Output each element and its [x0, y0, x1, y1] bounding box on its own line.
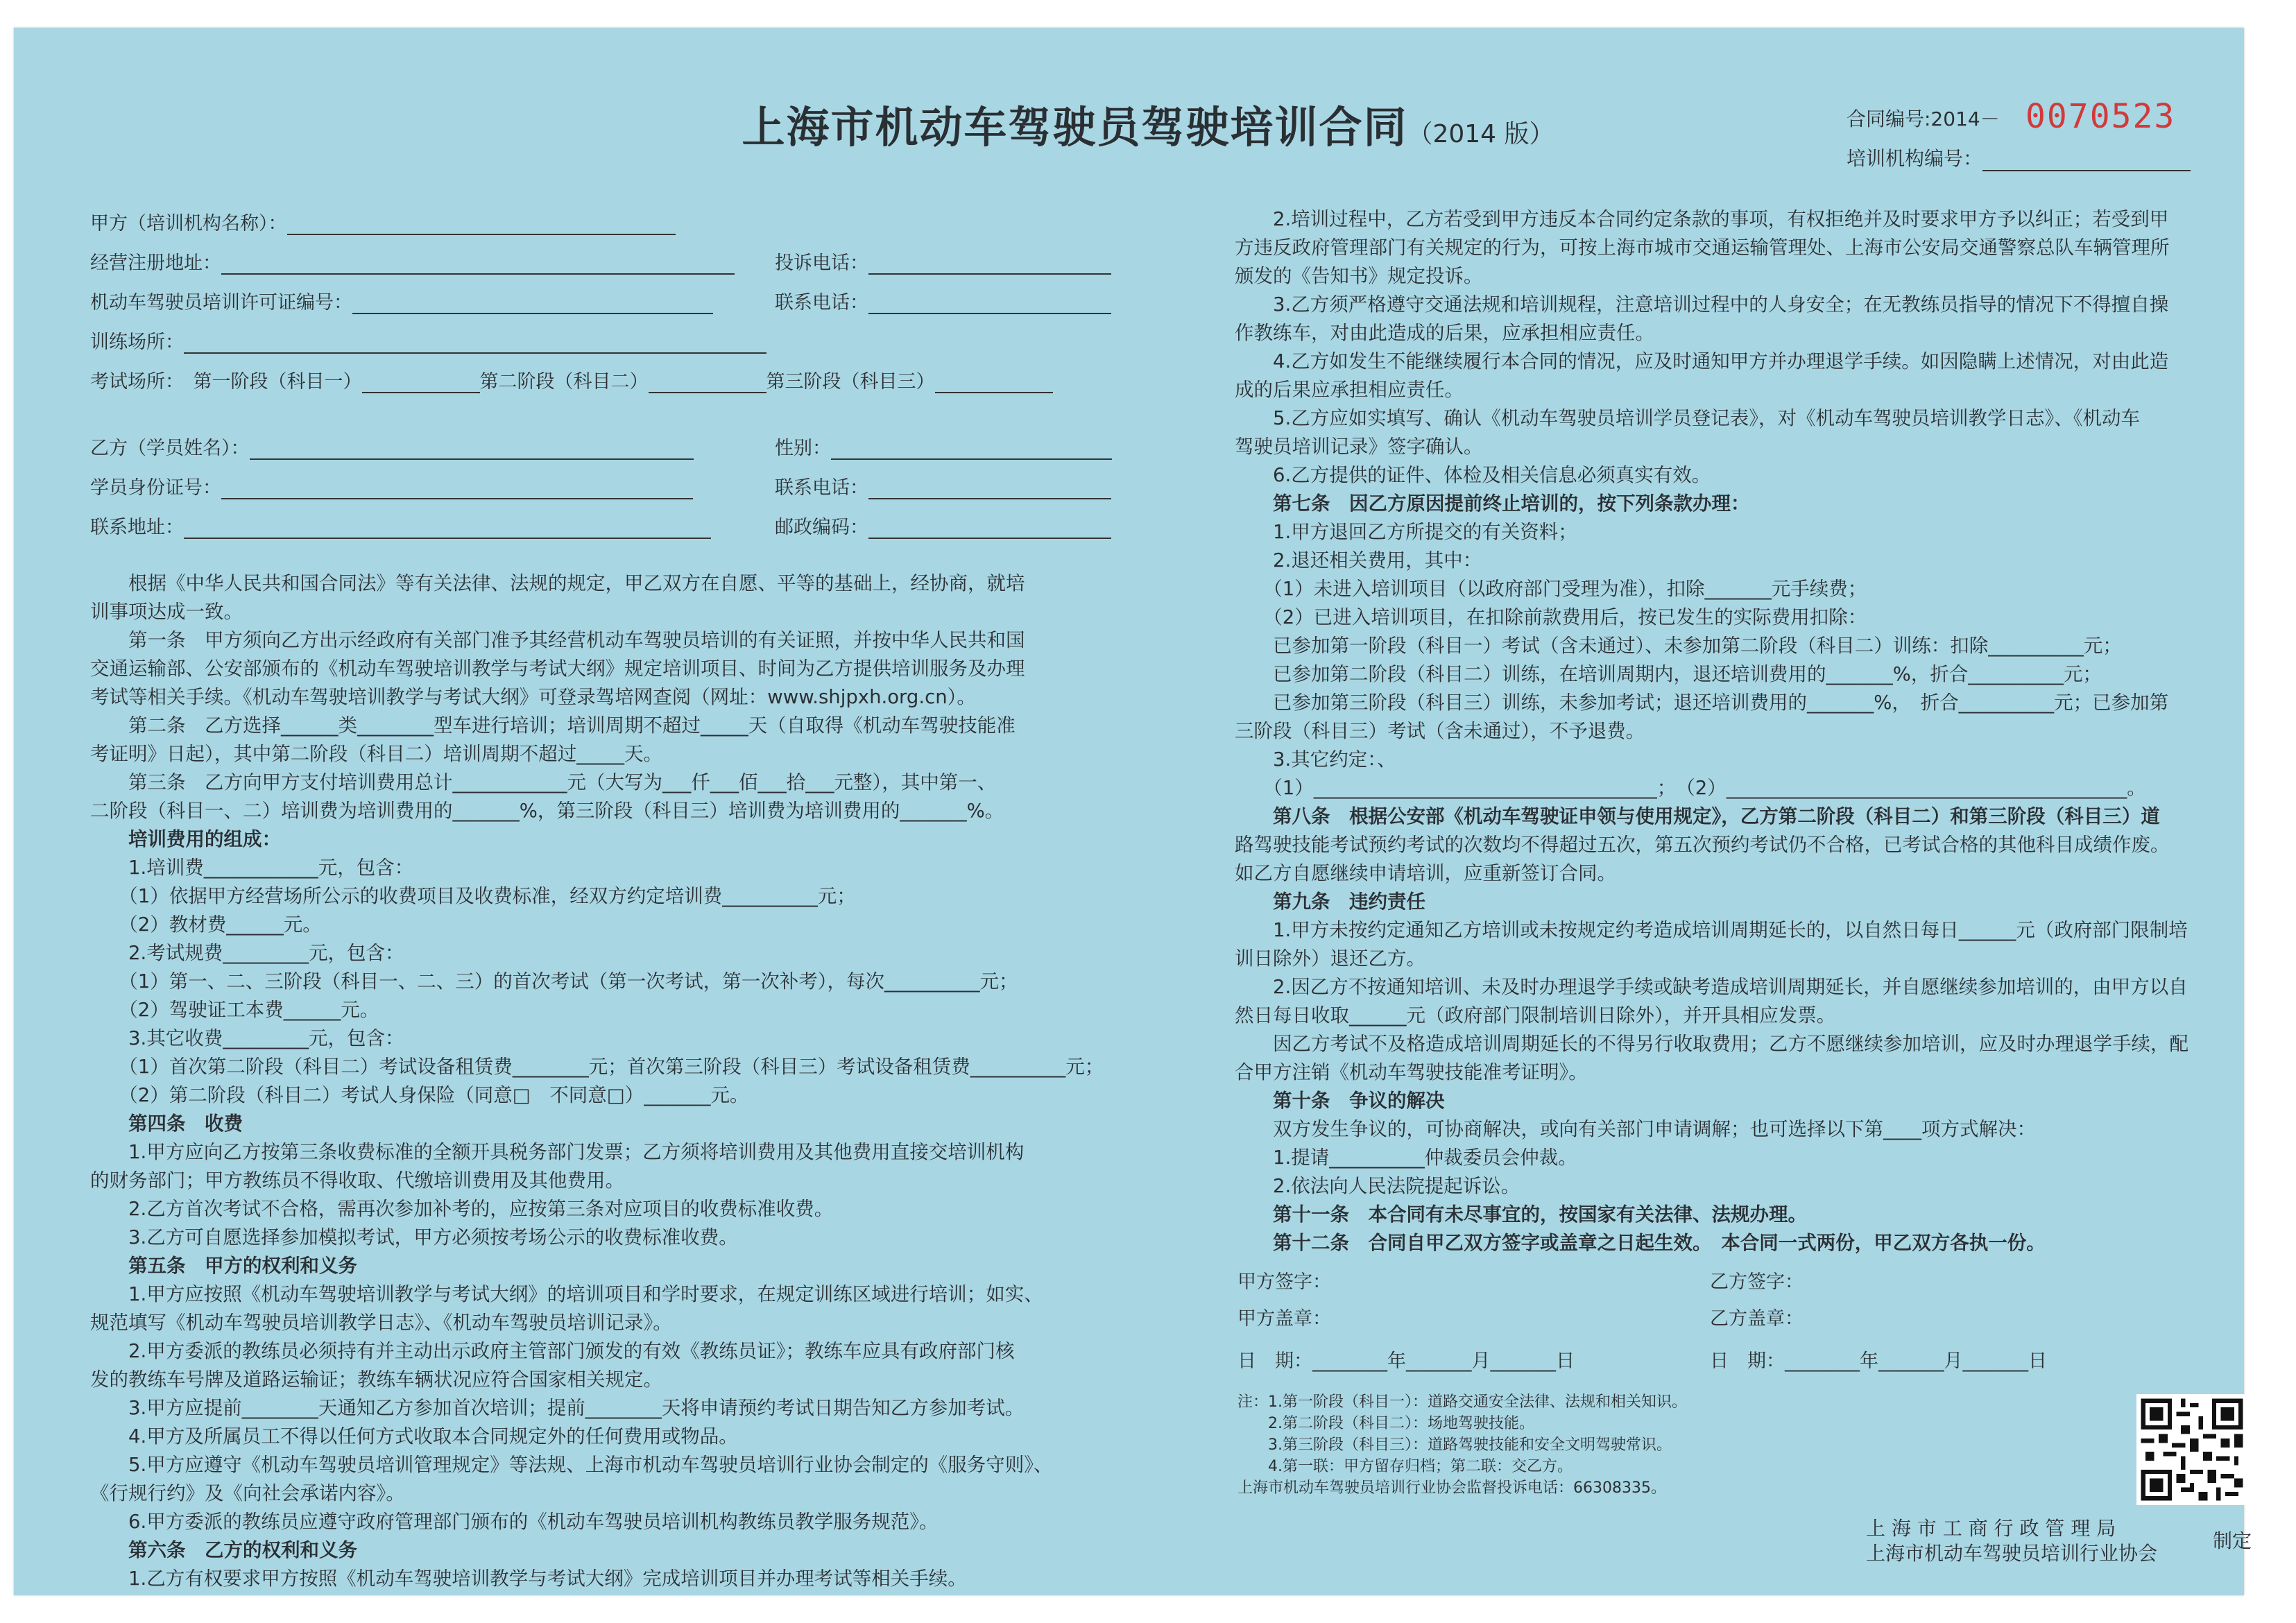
- clause-line: 2.培训过程中，乙方若受到甲方违反本合同约定条款的事项，有权拒绝并及时要求甲方予以纠正；若受到甲: [1235, 208, 2169, 230]
- publisher-suffix: 制定: [2213, 1529, 2252, 1552]
- clause-line: 作教练车，对由此造成的后果，应承担相应责任。: [1235, 322, 1654, 344]
- clause-line: 第三条 乙方向甲方支付培训费用总计____________元（大写为___仟___佰___拾___元整），其中第一、: [90, 771, 997, 793]
- clause-line: 交通运输部、公安部颁布的《机动车驾驶培训教学与考试大纲》规定培训项目、时间为乙方提供培训服务及办理: [90, 658, 1025, 680]
- party-b-signature[interactable]: 乙方签字：: [1710, 1271, 1804, 1293]
- clause-line: 5.甲方应遵守《机动车驾驶员培训管理规定》等法规、上海市机动车驾驶员培训行业协会制定的《服务守则》、: [90, 1454, 1053, 1476]
- clause-line: 2.乙方首次考试不合格，需再次参加补考的，应按第三条对应项目的收费标准收费。: [90, 1198, 834, 1220]
- clause-line: 1.甲方未按约定通知乙方培训或未按规定约考造成培训周期延长的，以自然日每日______元（政府部门限制培: [1235, 919, 2188, 941]
- clause-line: 3.甲方应提前________天通知乙方参加首次培训；提前________天将申请预约考试日期告知乙方参加考试。: [90, 1397, 1025, 1419]
- clause-line: 驾驶员培训记录》签字确认。: [1235, 436, 1483, 458]
- clause-line: 如乙方自愿继续申请培训，应重新签订合同。: [1235, 862, 1616, 884]
- left-column-clauses: [90, 569, 1151, 1593]
- party-b-phone-field[interactable]: 联系电话：: [775, 472, 1111, 499]
- note-line: 2.第二阶段（科目二）：场地驾驶技能。: [1237, 1415, 1534, 1432]
- org-number-label: 培训机构编号：: [1847, 144, 2191, 171]
- id-number-field[interactable]: 学员身份证号：: [90, 472, 693, 499]
- clause-line: 6.甲方委派的教练员应遵守政府管理部门颁布的《机动车驾驶员培训机构教练员教学服务规范》。: [90, 1511, 939, 1533]
- party-b-address-field[interactable]: 联系地址：: [90, 512, 711, 539]
- clause-line: 1.提请__________仲裁委员会仲裁。: [1235, 1147, 1577, 1169]
- right-column-clauses: [1235, 205, 2247, 1257]
- clause-line: 2.考试规费_________元，包含：: [90, 942, 404, 964]
- clause-heading: 第五条 甲方的权利和义务: [90, 1255, 357, 1277]
- clause-line: 双方发生争议的，可协商解决，或向有关部门申请调解；也可选择以下第____项方式解决：: [1235, 1118, 2036, 1140]
- party-a-address-field[interactable]: 经营注册地址：: [90, 248, 735, 275]
- clause-line: 3.其它约定：、: [1235, 748, 1396, 771]
- postcode-field[interactable]: 邮政编码：: [775, 512, 1111, 539]
- permit-number-field[interactable]: 机动车驾驶员培训许可证编号：: [90, 287, 713, 314]
- clause-line: （1）依据甲方经营场所公示的收费项目及收费标准，经双方约定培训费__________元；: [90, 885, 856, 907]
- clause-heading: 第六条 乙方的权利和义务: [90, 1539, 357, 1561]
- note-line: 4.第一联：甲方留存归档；第二联：交乙方。: [1237, 1458, 1573, 1475]
- gender-field[interactable]: 性别：: [775, 433, 1112, 460]
- clause-heading: 培训费用的组成：: [90, 828, 281, 850]
- clause-line: 合甲方注销《机动车驾驶技能准考证明》。: [1235, 1061, 1588, 1083]
- party-a-date[interactable]: 日 期：________年_______月_______日: [1237, 1350, 1575, 1372]
- note-line: 上海市机动车驾驶员培训行业协会监督投诉电话：66308335。: [1237, 1479, 1666, 1497]
- exam-venue-field[interactable]: 考试场所： 第一阶段（科目一） 第二阶段（科目二） 第三阶段（科目三）: [90, 366, 1053, 393]
- publisher-line-2: 上海市机动车驾驶员培训行业协会: [1866, 1542, 2158, 1565]
- clause-line: 2.因乙方不按通知培训、未及时办理退学手续或缺考造成培训周期延长，并自愿继续参加培训的，由甲方以自: [1235, 976, 2188, 998]
- clause-line: 因乙方考试不及格造成培训周期延长的不得另行收取费用；乙方不愿继续参加培训，应及时办理退学手续，配: [1235, 1033, 2188, 1055]
- clause-line: 《行规行约》及《向社会承诺内容》。: [90, 1482, 405, 1504]
- contract-version: （2014 版）: [1407, 120, 1554, 148]
- clause-line: （2）第二阶段（科目二）考试人身保险（同意□ 不同意□）_______元。: [90, 1084, 749, 1106]
- clause-line: 2.退还相关费用，其中：: [1235, 549, 1482, 572]
- clause-line: 成的后果应承担相应责任。: [1235, 379, 1464, 401]
- clause-line: 2.甲方委派的教练员必须持有并主动出示政府主管部门颁发的有效《教练员证》；教练车应具有政府部门核: [90, 1340, 1015, 1362]
- clause-line: 第二条 乙方选择______类________型车进行培训；培训周期不超过_____天（自取得《机动车驾驶技能准: [90, 714, 1016, 737]
- party-a-signature[interactable]: 甲方签字：: [1237, 1271, 1331, 1293]
- contract-number-value: 0070523: [2025, 97, 2176, 136]
- note-line: 3.第三阶段（科目三）：道路驾驶技能和安全文明驾驶常识。: [1237, 1436, 1672, 1454]
- clause-line: 训事项达成一致。: [90, 601, 243, 623]
- clause-heading: 第十条 争议的解决: [1235, 1090, 1445, 1112]
- clause-line: 二阶段（科目一、二）培训费为培训费用的_______%，第三阶段（科目三）培训费为培训费用的_______%。: [90, 800, 1004, 822]
- clause-line: 三阶段（科目三）考试（含未通过），不予退费。: [1235, 720, 1645, 742]
- clause-line: 1.甲方应向乙方按第三条收费标准的全额开具税务部门发票；乙方须将培训费用及其他费用直接交培训机构: [90, 1141, 1025, 1163]
- clause-line: 颁发的《告知书》规定投诉。: [1235, 265, 1483, 287]
- contract-number-label: 合同编号:2014－: [1847, 108, 2000, 130]
- clause-line: 1.培训费____________元，包含：: [90, 857, 414, 879]
- clause-heading: 第十二条 合同自甲乙双方签字或盖章之日起生效。 本合同一式两份，甲乙双方各执一份。: [1235, 1232, 2046, 1254]
- clause-line: 3.其它收费_________元，包含：: [90, 1027, 404, 1049]
- clause-line: 路驾驶技能考试预约考试的次数均不得超过五次，第五次预约考试仍不合格，已考试合格的其他科目成绩作废。: [1235, 834, 2170, 856]
- qr-code-icon: [2136, 1394, 2247, 1505]
- clause-line: 规范填写《机动车驾驶员培训教学日志》、《机动车驾驶员培训记录》。: [90, 1312, 672, 1334]
- clause-line: 已参加第一阶段（科目一）考试（含未通过）、未参加第二阶段（科目二）训练：扣除__________元；: [1235, 635, 2122, 657]
- clause-line: 第一条 甲方须向乙方出示经政府有关部门准予其经营机动车驾驶员培训的有关证照，并按中华人民共和国: [90, 629, 1025, 651]
- clause-line: 已参加第三阶段（科目三）训练，未参加考试；退还培训费用的_______%， 折合__________元；已参加第: [1235, 692, 2169, 714]
- clause-line: 6.乙方提供的证件、体检及相关信息必须真实有效。: [1235, 464, 1711, 486]
- contract-title: 上海市机动车驾驶员驾驶培训合同（2014 版）: [742, 102, 1554, 153]
- training-venue-field[interactable]: 训练场所：: [90, 327, 766, 354]
- clause-line: （1）未进入培训项目（以政府部门受理为准），扣除_______元手续费；: [1235, 578, 1867, 600]
- party-a-name-field[interactable]: 甲方（培训机构名称）：: [90, 208, 676, 235]
- note-line: 注：1.第一阶段（科目一）：道路交通安全法律、法规和相关知识。: [1237, 1393, 1687, 1411]
- clause-line: 1.乙方有权要求甲方按照《机动车驾驶培训教学与考试大纲》完成培训项目并办理考试等相关手续。: [90, 1568, 967, 1590]
- clause-line: 训日除外）退还乙方。: [1235, 947, 1425, 970]
- clause-line: （1）____________________________________； （2）__________________________________________。: [1235, 777, 2146, 799]
- publisher-line-1: 上 海 市 工 商 行 政 管 理 局: [1866, 1517, 2116, 1540]
- clause-line: 发的教练车号牌及道路运输证；教练车辆状况应符合国家相关规定。: [90, 1368, 662, 1391]
- clause-line: 然日每日收取______元（政府部门限制培训日除外），并开具相应发票。: [1235, 1004, 1836, 1027]
- clause-line: （2）已进入培训项目，在扣除前款费用后，按已发生的实际费用扣除：: [1235, 606, 1867, 628]
- clause-heading: 第八条 根据公安部《机动车驾驶证申领与使用规定》，乙方第二阶段（科目二）和第三阶段（科目三）道: [1235, 805, 2160, 827]
- clause-line: （1）首次第二阶段（科目二）考试设备租赁费________元；首次第三阶段（科目三）考试设备租赁费__________元；: [90, 1056, 1104, 1078]
- clause-line: 4.乙方如发生不能继续履行本合同的情况，应及时通知甲方并办理退学手续。如因隐瞒上述情况，对由此造: [1235, 350, 2169, 372]
- clause-line: 方违反政府管理部门有关规定的行为，可按上海市城市交通运输管理处、上海市公安局交通警察总队车辆管理所: [1235, 237, 2170, 259]
- clause-line: 1.甲方应按照《机动车驾驶培训教学与考试大纲》的培训项目和学时要求，在规定训练区域进行培训；如实、: [90, 1283, 1043, 1305]
- clause-line: 4.甲方及所属员工不得以任何方式收取本合同规定外的任何费用或物品。: [90, 1425, 738, 1448]
- clause-heading: 第四条 收费: [90, 1113, 243, 1135]
- complaint-phone-field[interactable]: 投诉电话：: [775, 248, 1111, 275]
- party-b-seal[interactable]: 乙方盖章：: [1710, 1308, 1804, 1330]
- clause-line: 3.乙方须严格遵守交通法规和培训规程，注意培训过程中的人身安全；在无教练员指导的情况下不得擅自操: [1235, 293, 2169, 316]
- clause-line: 的财务部门；甲方教练员不得收取、代缴培训费用及其他费用。: [90, 1169, 624, 1192]
- party-b-name-field[interactable]: 乙方（学员姓名）：: [90, 433, 694, 460]
- clause-line: 根据《中华人民共和国合同法》等有关法律、法规的规定，甲乙双方在自愿、平等的基础上，经协商，就培: [90, 572, 1025, 594]
- clause-heading: 第九条 违约责任: [1235, 891, 1425, 913]
- clause-line: （2）驾驶证工本费______元。: [90, 999, 379, 1021]
- clause-line: 3.乙方可自愿选择参加模拟考试，甲方必须按考场公示的收费标准收费。: [90, 1226, 738, 1248]
- clause-line: 已参加第二阶段（科目二）训练，在培训周期内，退还培训费用的_______%，折合__________元；: [1235, 663, 2102, 685]
- clause-line: 考试等相关手续。《机动车驾驶培训教学与考试大纲》可登录驾培网查阅（网址：www.shjpxh.org.cn）。: [90, 686, 976, 708]
- party-a-seal[interactable]: 甲方盖章：: [1237, 1308, 1331, 1330]
- clause-line: （1）第一、二、三阶段（科目一、二、三）的首次考试（第一次考试，第一次补考），每次__________元；: [90, 970, 1018, 993]
- clause-line: 考证明》日起），其中第二阶段（科目二）培训周期不超过_____天。: [90, 743, 662, 765]
- clause-line: 5.乙方应如实填写、确认《机动车驾驶员培训学员登记表》，对《机动车驾驶员培训教学日志》、《机动车: [1235, 407, 2140, 429]
- clause-line: 2.依法向人民法院提起诉讼。: [1235, 1175, 1520, 1197]
- party-b-date[interactable]: 日 期：________年_______月_______日: [1710, 1350, 2047, 1372]
- clause-heading: 第十一条 本合同有未尽事宜的，按国家有关法律、法规办理。: [1235, 1203, 1807, 1226]
- party-a-phone-field[interactable]: 联系电话：: [775, 287, 1111, 314]
- clause-heading: 第七条 因乙方原因提前终止培训的，按下列条款办理：: [1235, 492, 1750, 515]
- footnotes: [1237, 1391, 1687, 1499]
- clause-line: 1.甲方退回乙方所提交的有关资料；: [1235, 521, 1577, 543]
- clause-line: （2）教材费______元。: [90, 913, 322, 936]
